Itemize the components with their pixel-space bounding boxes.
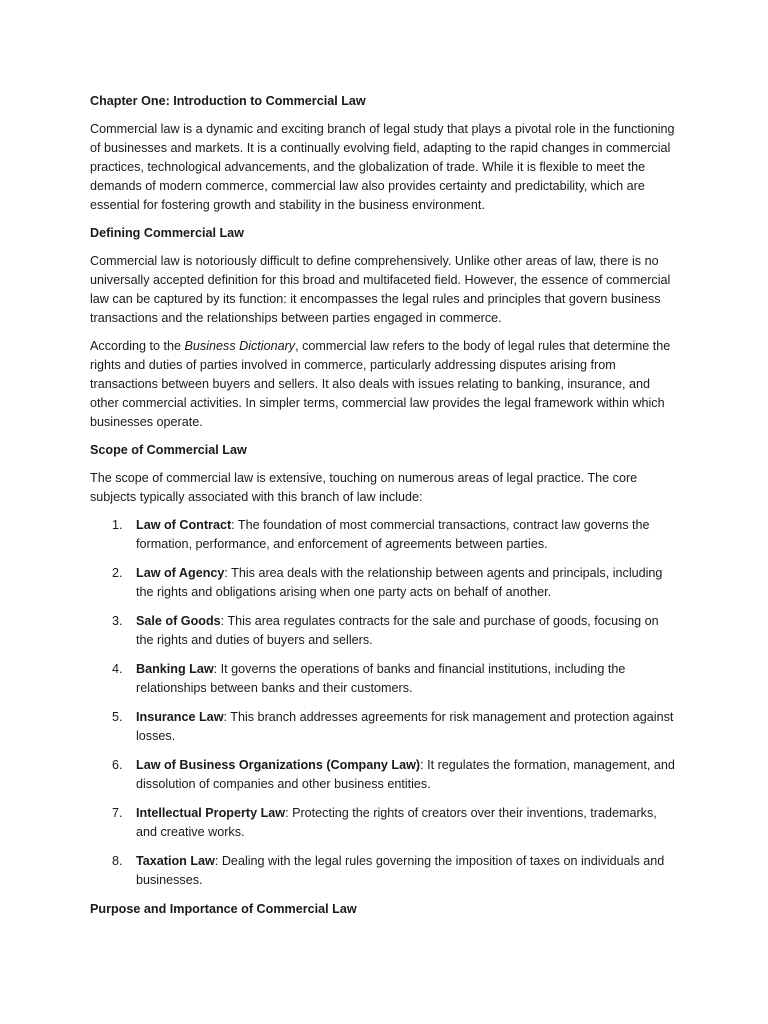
intro-paragraph: Commercial law is a dynamic and exciting branch of legal study that plays a pivotal role in the functioning of businesses and markets. It is a continually evolving field, adapting to the rapid changes in commercial practices, technological advancements, and the globalization of trade. While it is flexible to meet the demands of modern commerce, commercial law also provides certainty and predictability, which are essential for fostering growth and stability in the business environment. <box>90 122 675 212</box>
list-item-term: Law of Contract <box>136 518 232 532</box>
defining-paragraph-2 <box>90 337 676 432</box>
defining-paragraph-1: Commercial law is notoriously difficult to define comprehensively. Unlike other areas of law, there is no universally accepted definition for this broad and multifaceted field. However, the essence of commercial law can be captured by its function: it encompasses the legal rules and principles that govern business transactions and the relationships between parties engaged in commerce. <box>90 254 671 325</box>
list-item <box>90 612 676 650</box>
list-item-text: : This area regulates contracts for the sale and purchase of goods, focusing on the rights and duties of buyers and sellers. <box>136 614 659 647</box>
list-item-number: 2. <box>112 566 123 580</box>
list-item-term: Insurance Law <box>136 710 224 724</box>
purpose-heading: Purpose and Importance of Commercial Law <box>90 902 357 916</box>
list-item-text: : The foundation of most commercial transactions, contract law governs the formation, performance, and enforcement of agreements between parties. <box>136 518 650 551</box>
list-item-number: 3. <box>112 614 123 628</box>
list-item-text: : Dealing with the legal rules governing the imposition of taxes on individuals and businesses. <box>136 854 665 887</box>
defining-heading: Defining Commercial Law <box>90 226 244 240</box>
scope-list <box>90 516 676 890</box>
list-item-term: Law of Business Organizations (Company Law) <box>136 758 421 772</box>
document-page <box>90 92 676 928</box>
list-item-term: Law of Agency <box>136 566 225 580</box>
list-item-number: 5. <box>112 710 123 724</box>
list-item-number: 6. <box>112 758 123 772</box>
defining-paragraph-2-prefix: According to the <box>90 339 185 353</box>
scope-paragraph: The scope of commercial law is extensive, touching on numerous areas of legal practice. The core subjects typically associated with this branch of law include: <box>90 471 638 504</box>
list-item <box>90 564 676 602</box>
list-item-number: 8. <box>112 854 123 868</box>
list-item-text: : It regulates the formation, management, and dissolution of companies and other business entities. <box>136 758 675 791</box>
defining-paragraph-2-rest: , commercial law refers to the body of legal rules that determine the rights and duties of parties involved in commerce, particularly addressing disputes arising from transactions between buyers and sellers. It also deals with issues relating to banking, insurance, and other commercial activities. In simpler terms, commercial law provides the legal framework within which businesses operate. <box>90 339 671 429</box>
list-item <box>90 660 676 698</box>
scope-heading: Scope of Commercial Law <box>90 443 247 457</box>
list-item-term: Intellectual Property Law <box>136 806 286 820</box>
list-item-term: Taxation Law <box>136 854 215 868</box>
list-item-number: 1. <box>112 518 123 532</box>
list-item-text: : This branch addresses agreements for risk management and protection against losses. <box>136 710 674 743</box>
list-item <box>90 516 676 554</box>
business-dictionary-citation: Business Dictionary <box>184 339 296 353</box>
chapter-title: Chapter One: Introduction to Commercial Law <box>90 94 366 108</box>
list-item-text: : This area deals with the relationship between agents and principals, including the rights and obligations arising when one party acts on behalf of another. <box>136 566 663 599</box>
list-item-term: Sale of Goods <box>136 614 221 628</box>
list-item <box>90 708 676 746</box>
list-item-text: : Protecting the rights of creators over their inventions, trademarks, and creative works. <box>136 806 657 839</box>
list-item-number: 4. <box>112 662 123 676</box>
list-item <box>90 756 676 794</box>
list-item <box>90 804 676 842</box>
list-item-text: : It governs the operations of banks and financial institutions, including the relationships between banks and their customers. <box>136 662 626 695</box>
list-item-term: Banking Law <box>136 662 214 676</box>
list-item <box>90 852 676 890</box>
list-item-number: 7. <box>112 806 123 820</box>
